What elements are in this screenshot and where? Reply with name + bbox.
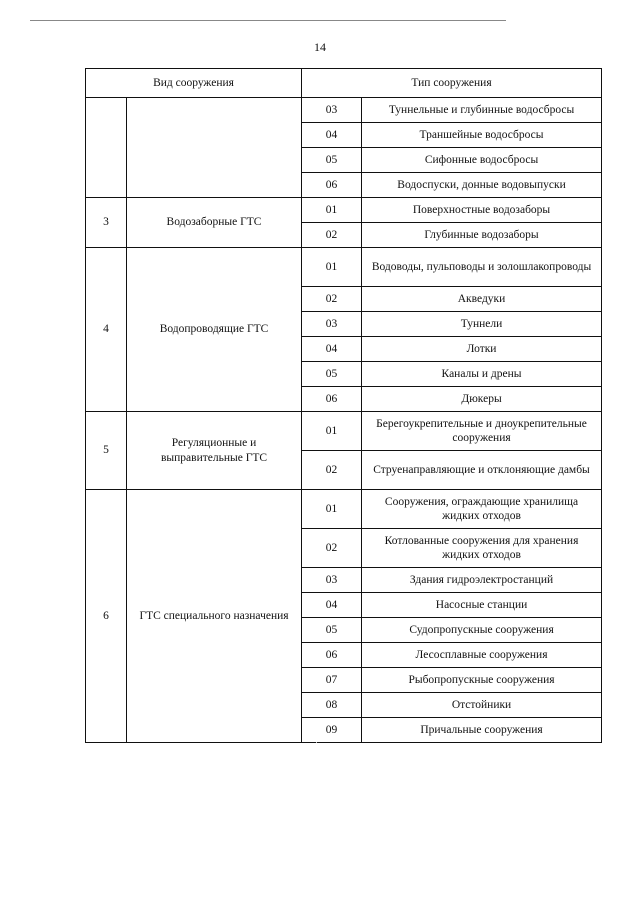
type-description: Рыбопропускные сооружения xyxy=(362,668,602,693)
type-description: Струенаправляющие и отклоняющие дамбы xyxy=(362,451,602,490)
scan-speck xyxy=(316,742,317,743)
type-description: Причальные сооружения xyxy=(362,718,602,743)
table-row xyxy=(86,412,602,451)
type-code: 06 xyxy=(302,173,362,198)
group-number: 3 xyxy=(86,198,127,248)
type-code: 03 xyxy=(302,568,362,593)
type-description: Судопропускные сооружения xyxy=(362,618,602,643)
group-number xyxy=(86,98,127,198)
type-description: Акведуки xyxy=(362,287,602,312)
type-code: 06 xyxy=(302,643,362,668)
type-code: 08 xyxy=(302,693,362,718)
table-row xyxy=(86,198,602,223)
type-description: Водоводы, пульповоды и золошлакопроводы xyxy=(362,248,602,287)
type-description: Дюкеры xyxy=(362,387,602,412)
type-description: Насосные станции xyxy=(362,593,602,618)
type-code: 01 xyxy=(302,198,362,223)
structure-classification-table xyxy=(85,68,602,743)
type-code: 01 xyxy=(302,490,362,529)
type-code: 04 xyxy=(302,123,362,148)
type-description: Сооружения, ограждающие хранилища жидких отходов xyxy=(362,490,602,529)
type-description: Здания гидроэлектростанций xyxy=(362,568,602,593)
type-code: 05 xyxy=(302,618,362,643)
type-code: 02 xyxy=(302,451,362,490)
group-number: 6 xyxy=(86,490,127,743)
type-code: 02 xyxy=(302,223,362,248)
type-code: 03 xyxy=(302,312,362,337)
page-number: 14 xyxy=(314,40,326,54)
type-description: Сифонные водосбросы xyxy=(362,148,602,173)
type-description: Отстойники xyxy=(362,693,602,718)
type-code: 09 xyxy=(302,718,362,743)
group-kind-name xyxy=(127,98,302,198)
group-number: 4 xyxy=(86,248,127,412)
table-body xyxy=(86,98,602,743)
type-code: 01 xyxy=(302,248,362,287)
table-row xyxy=(86,490,602,529)
type-code: 06 xyxy=(302,387,362,412)
type-description: Водоспуски, донные водовыпуски xyxy=(362,173,602,198)
table-row xyxy=(86,98,602,123)
type-description: Траншейные водосбросы xyxy=(362,123,602,148)
group-kind-name: Водозаборные ГТС xyxy=(127,198,302,248)
group-kind-name: Регуляционные и выправительные ГТС xyxy=(127,412,302,490)
type-description: Каналы и дрены xyxy=(362,362,602,387)
type-description: Котлованные сооружения для хранения жидких отходов xyxy=(362,529,602,568)
type-code: 07 xyxy=(302,668,362,693)
group-kind-name: Водопроводящие ГТС xyxy=(127,248,302,412)
type-description: Туннели xyxy=(362,312,602,337)
type-code: 04 xyxy=(302,593,362,618)
type-description: Лотки xyxy=(362,337,602,362)
type-description: Берегоукрепительные и дноукрепительные сооружения xyxy=(362,412,602,451)
type-code: 05 xyxy=(302,362,362,387)
type-code: 01 xyxy=(302,412,362,451)
type-code: 05 xyxy=(302,148,362,173)
type-code: 02 xyxy=(302,529,362,568)
type-description: Глубинные водозаборы xyxy=(362,223,602,248)
type-code: 04 xyxy=(302,337,362,362)
type-description: Лесосплавные сооружения xyxy=(362,643,602,668)
scan-top-rule xyxy=(30,20,506,21)
type-description: Туннельные и глубинные водосбросы xyxy=(362,98,602,123)
type-code: 03 xyxy=(302,98,362,123)
header-kind: Вид сооружения xyxy=(86,69,302,98)
type-description: Поверхностные водозаборы xyxy=(362,198,602,223)
table-row xyxy=(86,248,602,287)
header-type: Тип сооружения xyxy=(302,69,602,98)
type-code: 02 xyxy=(302,287,362,312)
group-kind-name: ГТС специального назначения xyxy=(127,490,302,743)
group-number: 5 xyxy=(86,412,127,490)
table-header-row xyxy=(86,69,602,98)
